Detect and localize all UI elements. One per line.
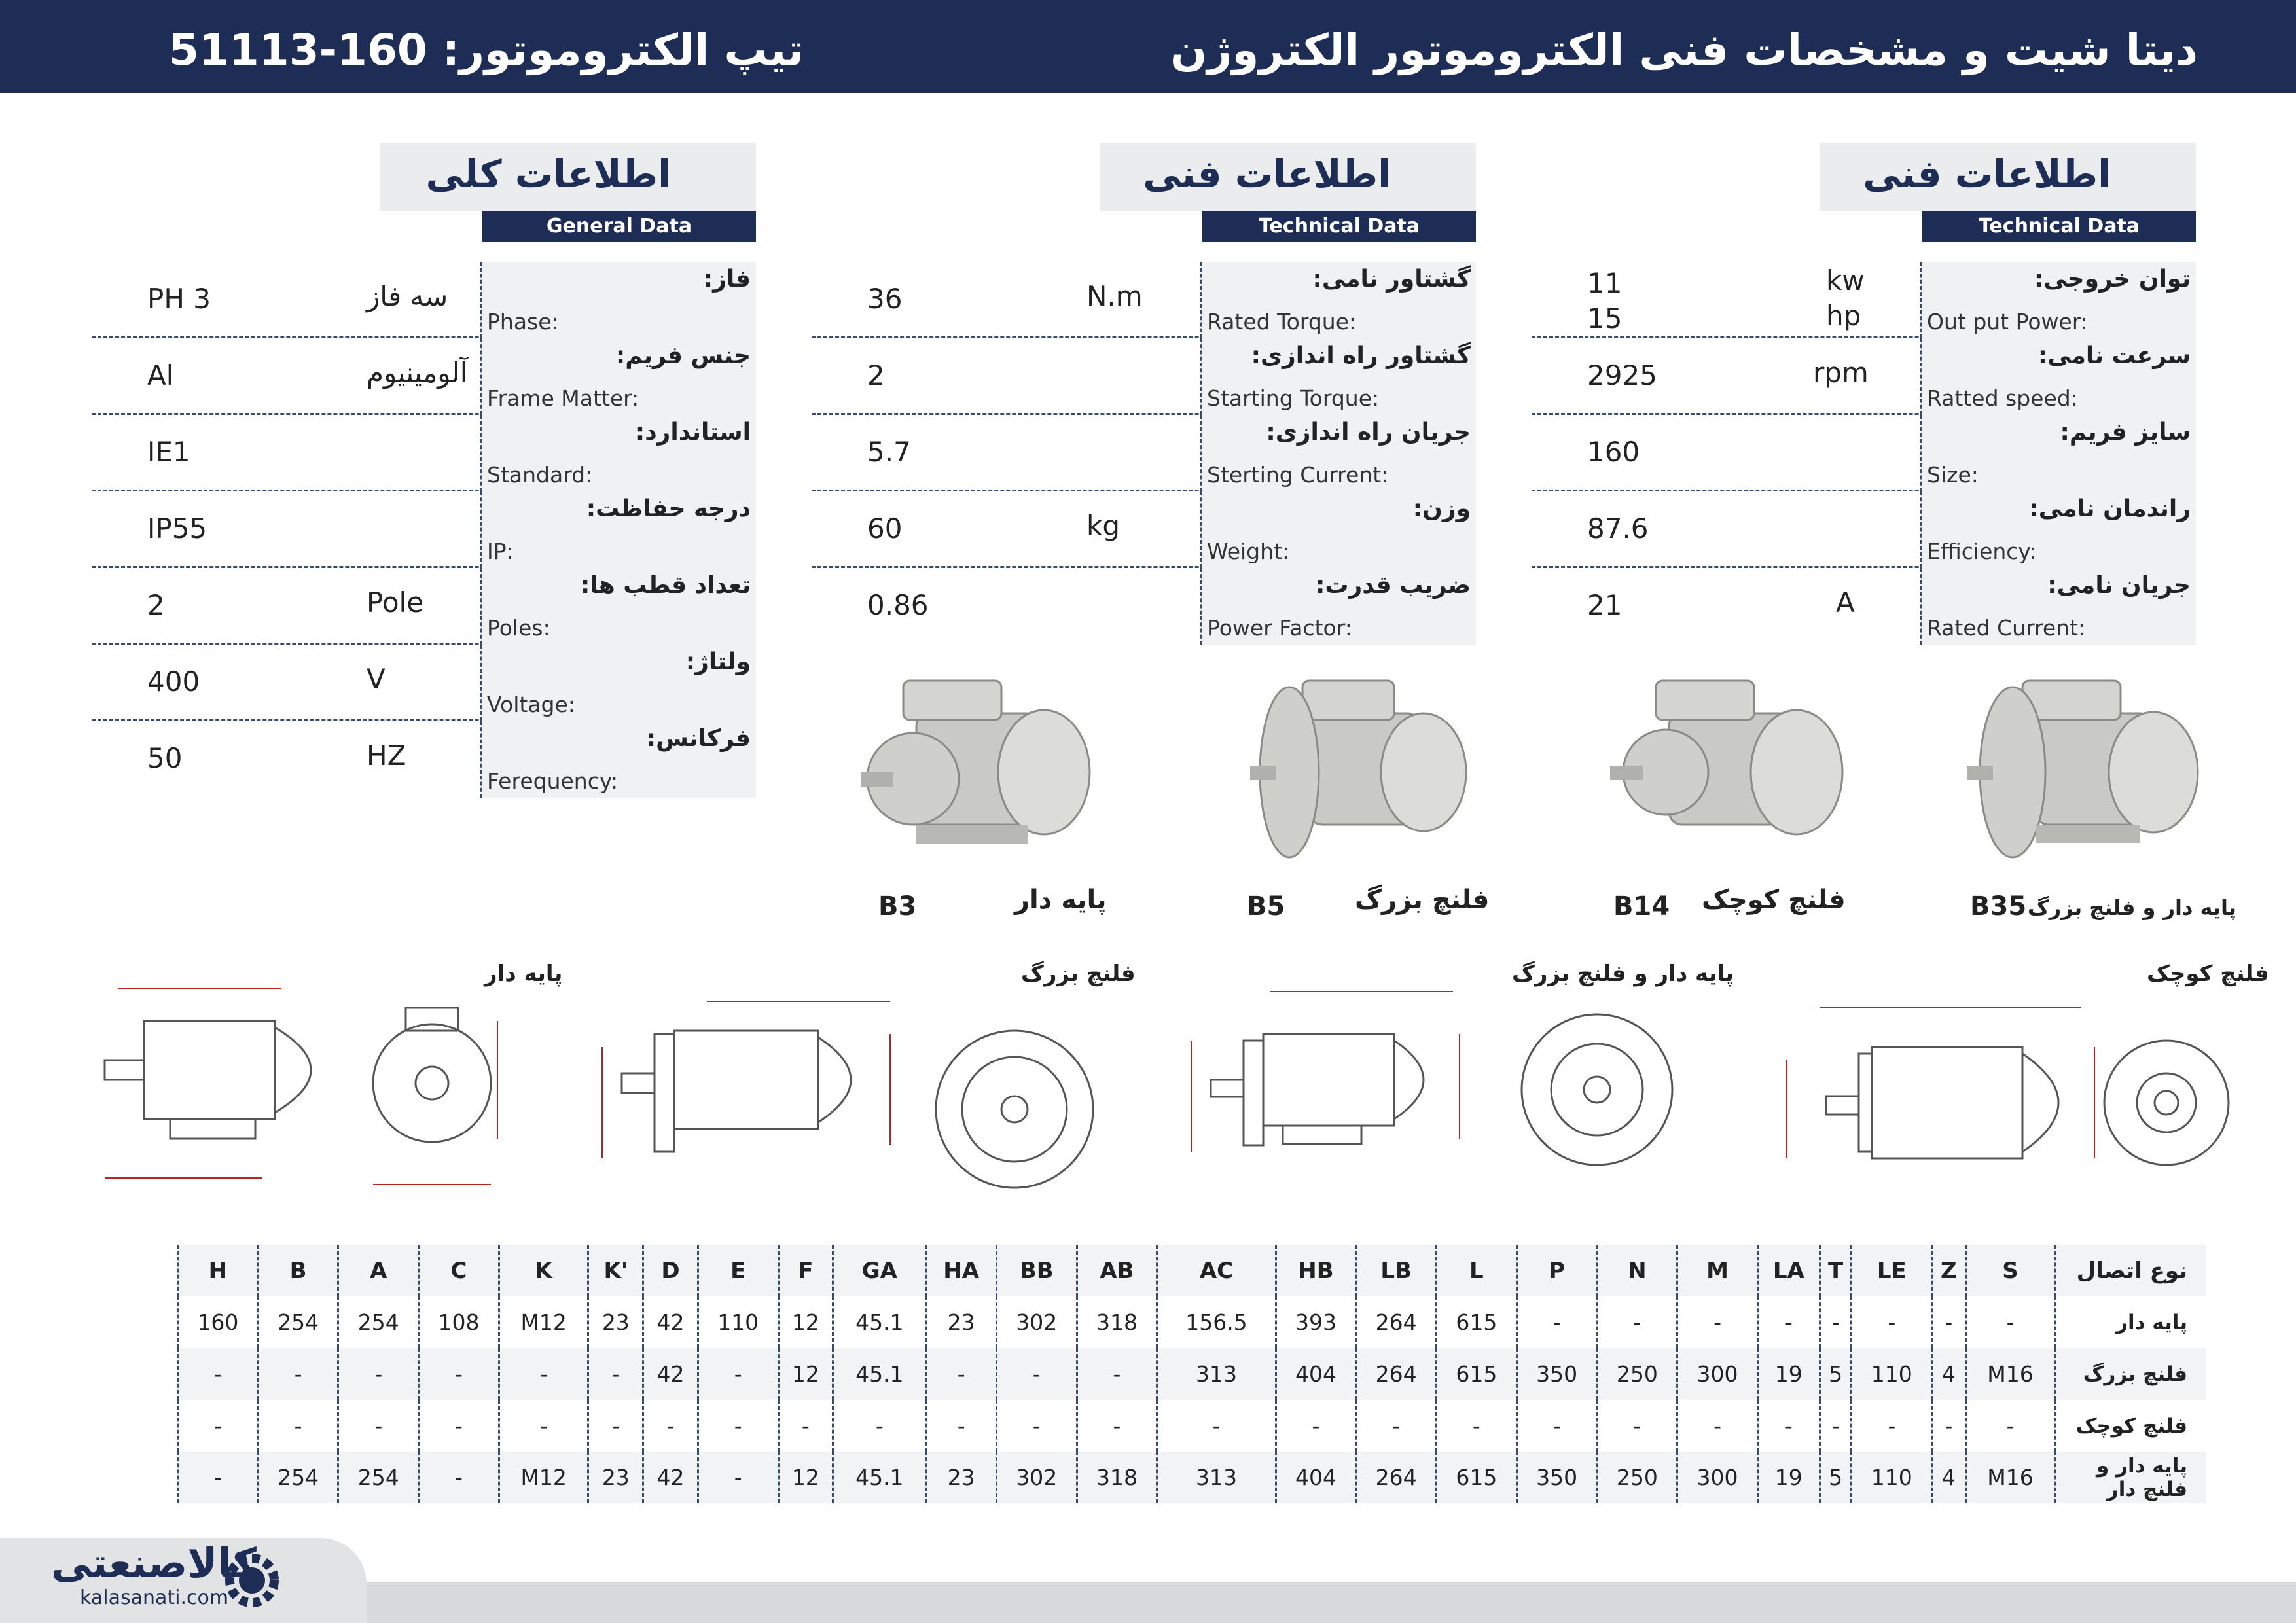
dimension-row-foot-flange: - 254 254 - M12 23 42 - 12 45.1 23 302 318 313 404 264 615 350 250 300 19 5 110 4 M16 پایه دار و فلنچ دار xyxy=(178,1452,2206,1503)
drawing-foot-big-flange xyxy=(1152,969,1689,1224)
spec-row-poles: تعداد قطب ها: Poles: 2 Pole xyxy=(92,568,756,645)
spec-row-rated-speed: سرعت نامی: Ratted speed: 2925 rpm xyxy=(1532,338,2196,415)
brand-logo: کالاصنعتی xyxy=(51,1539,257,1587)
dimension-header-row: H B A C K K' D E F GA HA BB AB AC HB LB L P N M LA T LE Z S نوع اتصال xyxy=(178,1245,2206,1296)
spec-row-frame-size: سایز فریم: Size: 160 xyxy=(1532,415,2196,491)
spec-row-rated-current: جریان نامی: Rated Current: 21 A xyxy=(1532,568,2196,645)
mount-b3-name: پایه دار xyxy=(1014,885,1107,915)
dimension-row-foot: 160 254 254 108 M12 23 42 110 12 45.1 23 302 318 156.5 393 264 615 - - - - - - - - پایه دار xyxy=(178,1296,2206,1348)
drawing-big-flange xyxy=(576,969,1113,1224)
mount-b5-code: B5 xyxy=(1247,891,1285,921)
mount-b3-code: B3 xyxy=(878,891,917,921)
spec-row-standard: استاندارد: Standard: IE1 xyxy=(92,415,756,491)
mount-b35-code: B35 xyxy=(1970,891,2027,921)
spec-row-output-power: توان خروجی: Out put Power: 11 15 kw hp xyxy=(1532,262,2196,338)
spec-row-starting-torque: گشتاور راه اندازی: Starting Torque: 2 xyxy=(812,338,1476,415)
mount-b5-name: فلنچ بزرگ xyxy=(1355,885,1490,915)
panel-subtitle: General Data xyxy=(482,211,756,242)
spec-row-ip: درجه حفاظت: IP: IP55 xyxy=(92,491,756,568)
spec-row-rated-torque: گشتاور نامی: Rated Torque: 36 N.m xyxy=(812,262,1476,338)
motor-b5-image xyxy=(1250,674,1486,870)
spec-row-phase: فاز: Phase: PH 3 سه فاز xyxy=(92,262,756,338)
motor-type: تیپ الکتروموتور: 160-51113 xyxy=(169,25,804,75)
brand-url[interactable]: kalasanati.com xyxy=(80,1586,229,1609)
panel-subtitle: Technical Data xyxy=(1202,211,1476,242)
mount-b14-name: فلنچ کوچک xyxy=(1702,885,1846,915)
motor-b35-image xyxy=(1964,674,2212,870)
dimension-row-big-flange: - - - - - - 42 - 12 45.1 - - - 313 404 264 615 350 250 300 19 5 110 4 M16 فلنچ بزرگ xyxy=(178,1348,2206,1400)
drawing-label-big-flange: فلنچ بزرگ xyxy=(1021,961,1136,987)
page-title: دیتا شیت و مشخصات فنی الکتروموتور الکتروژن xyxy=(1170,25,2198,75)
panel-subtitle: Technical Data xyxy=(1922,211,2196,242)
dimension-table xyxy=(177,1245,2206,1503)
drawing-small-flange xyxy=(1715,969,2251,1224)
spec-row-weight: وزن: Weight: 60 kg xyxy=(812,491,1476,568)
panel-title: اطلاعات فنی xyxy=(1100,143,1476,211)
drawing-label-foot: پایه دار xyxy=(484,961,563,987)
spec-row-efficiency: راندمان نامی: Efficiency: 87.6 xyxy=(1532,491,2196,568)
drawing-label-small-flange: فلنچ کوچک xyxy=(2147,961,2269,987)
dimension-row-small-flange: - - - - - - - - - - - - - - - - - - - - - - - - - فلنچ کوچک xyxy=(178,1400,2206,1452)
spec-row-frequency: فرکانس: Ferequency: 50 HZ xyxy=(92,721,756,798)
panel-title: اطلاعات کلی xyxy=(380,143,756,211)
spec-row-frame: جنس فریم: Frame Matter: Al آلومینیوم xyxy=(92,338,756,415)
mount-b35-name: پایه دار و فلنچ بزرگ xyxy=(2028,895,2236,920)
mount-b14-code: B14 xyxy=(1613,891,1670,921)
spec-row-starting-current: جریان راه اندازی: Sterting Current: 5.7 xyxy=(812,415,1476,491)
motor-b14-image xyxy=(1604,674,1852,870)
motor-b3-image xyxy=(857,674,1106,870)
spec-row-voltage: ولتاژ: Voltage: 400 V xyxy=(92,645,756,721)
panel-title: اطلاعات فنی xyxy=(1820,143,2196,211)
spec-row-power-factor: ضریب قدرت: Power Factor: 0.86 xyxy=(812,568,1476,645)
drawing-foot-mount xyxy=(39,969,576,1224)
drawing-label-foot-flange: پایه دار و فلنچ بزرگ xyxy=(1512,961,1734,987)
header-bar xyxy=(0,0,2296,93)
